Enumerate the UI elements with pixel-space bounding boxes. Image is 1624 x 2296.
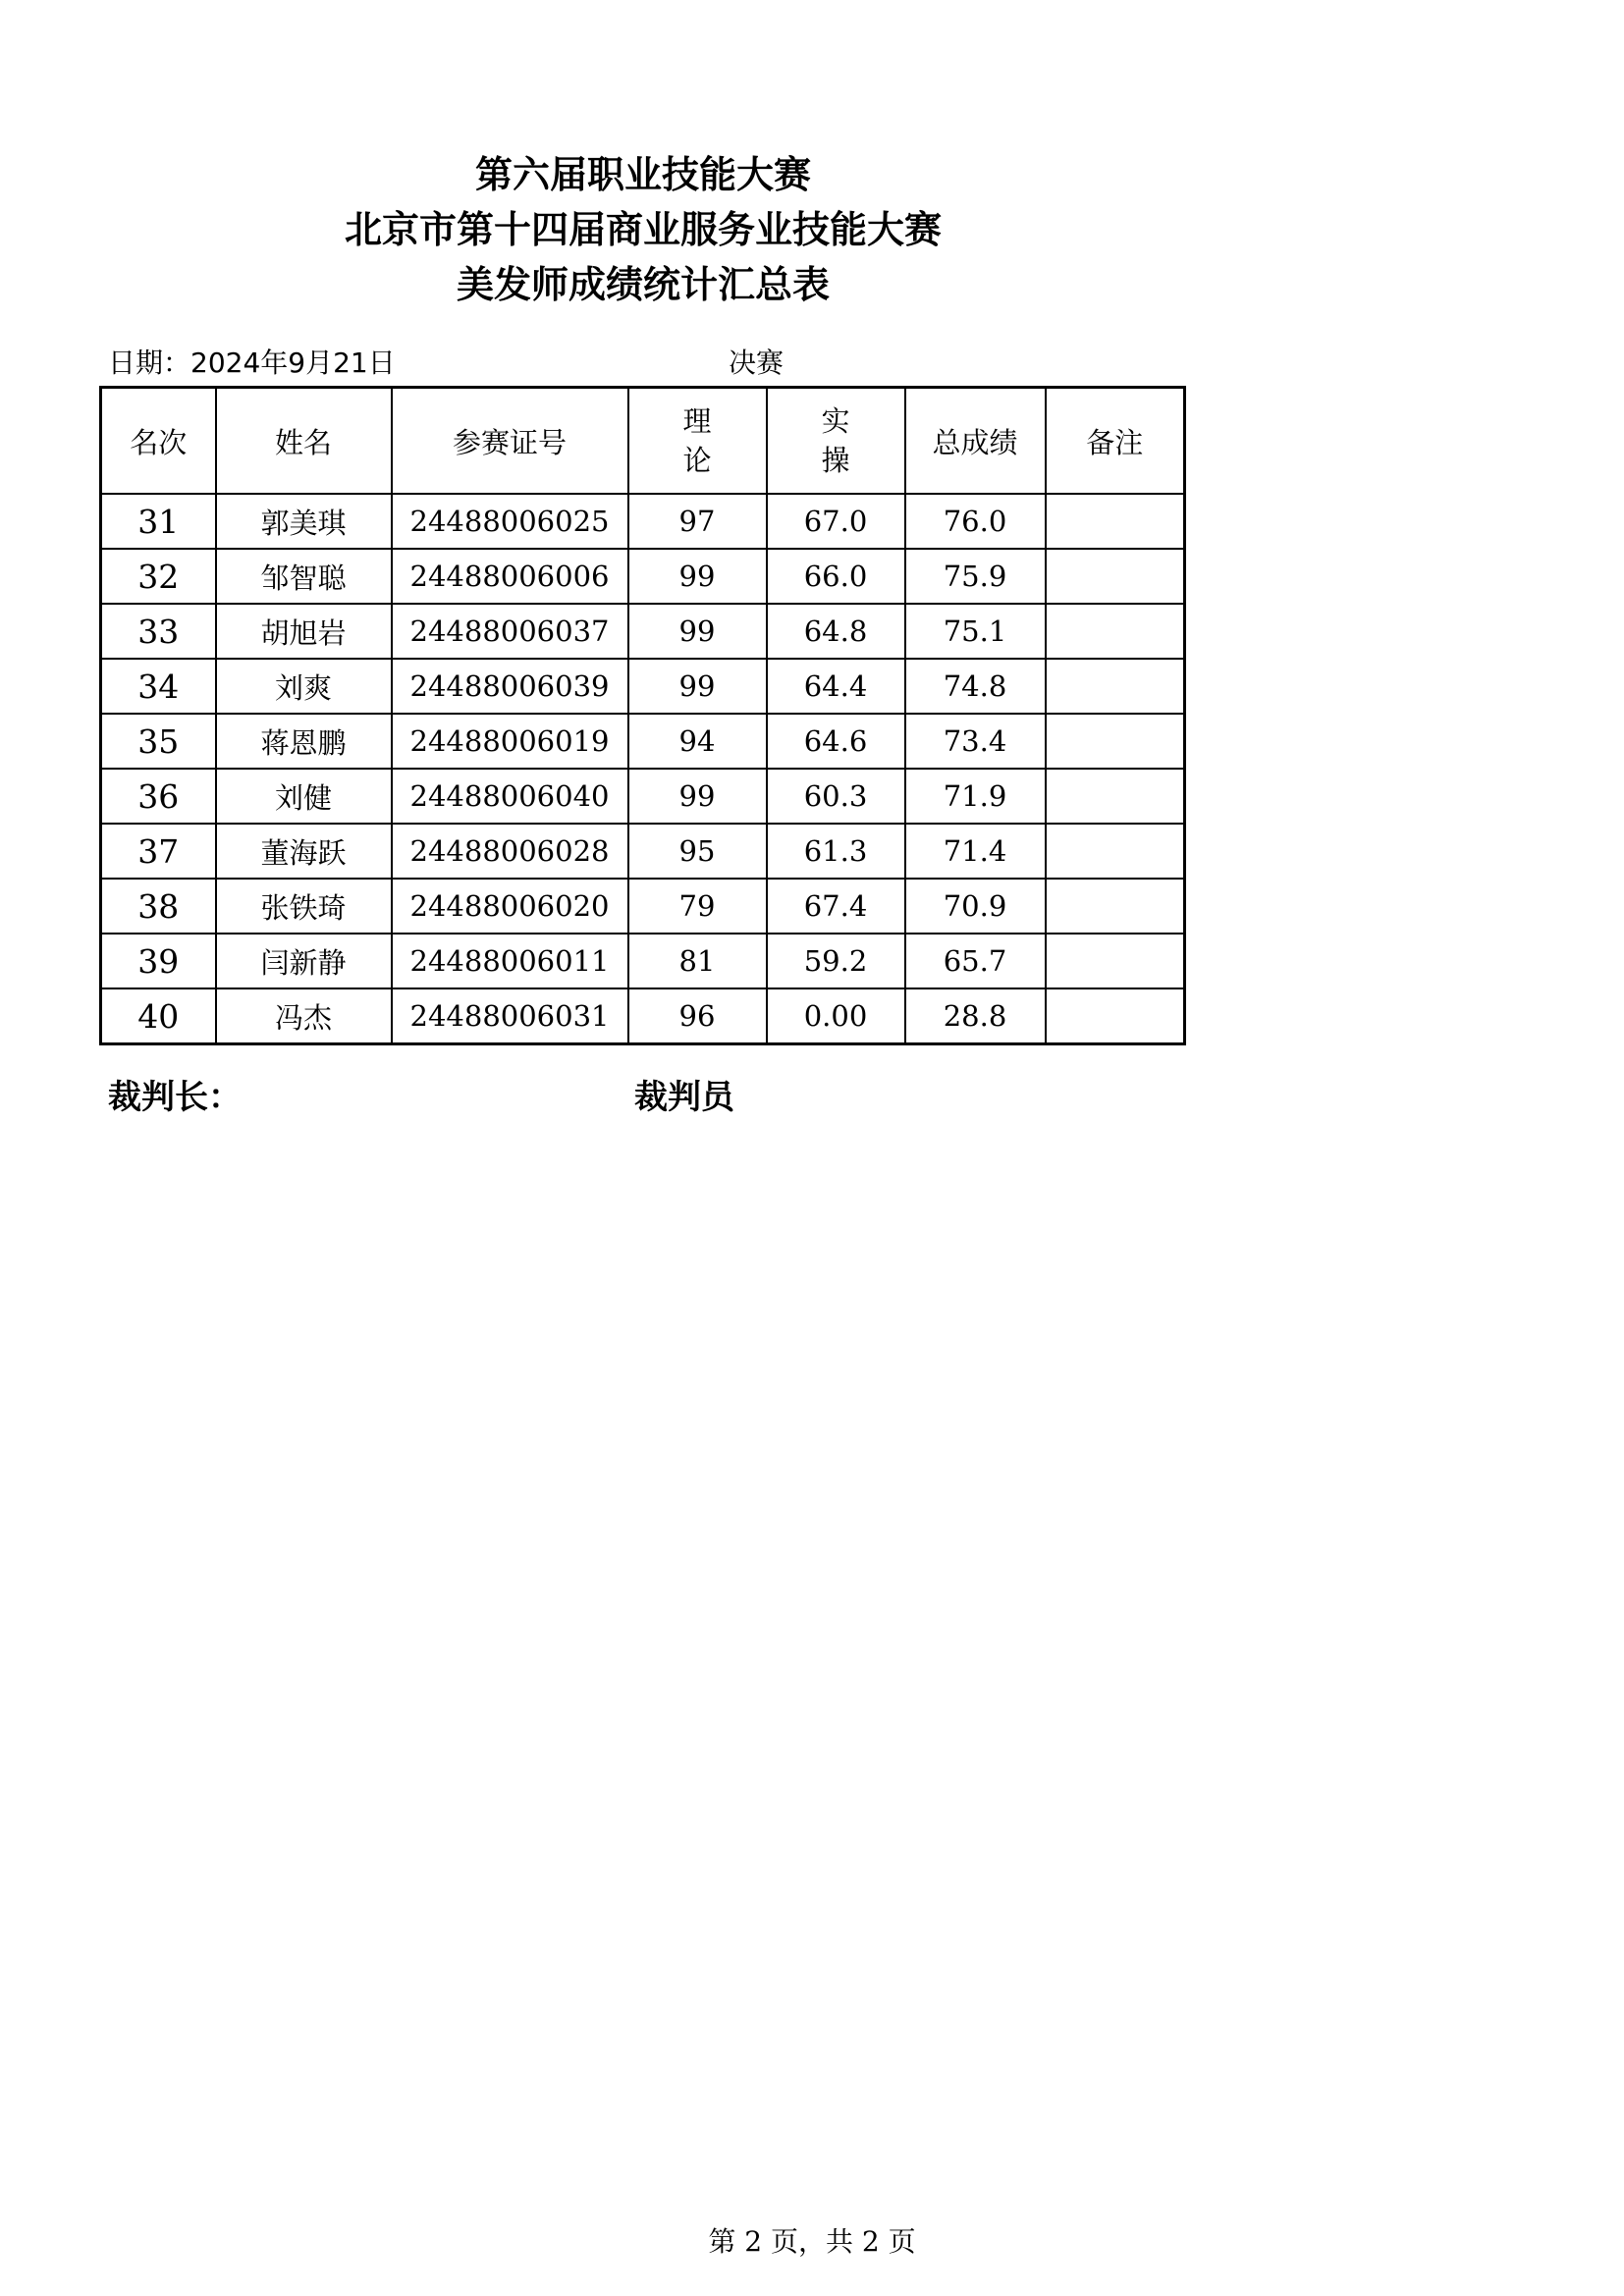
cell-note: [1046, 934, 1185, 988]
judge-label: 裁判员: [634, 1078, 734, 1117]
cell-theory: 97: [628, 494, 767, 549]
cell-rank: 40: [101, 988, 216, 1044]
col-header-theory-line1: 理: [682, 404, 712, 438]
cell-rank: 33: [101, 604, 216, 659]
cell-total: 75.1: [905, 604, 1046, 659]
cell-note: [1046, 659, 1185, 714]
title-line-2: 北京市第十四届商业服务业技能大赛: [344, 208, 942, 251]
score-table: [99, 386, 1186, 1045]
cell-rank: 36: [101, 769, 216, 824]
cell-practice: 67.4: [767, 879, 905, 934]
cell-total: 74.8: [905, 659, 1046, 714]
cell-practice: 66.0: [767, 549, 905, 604]
cell-total: 71.9: [905, 769, 1046, 824]
cell-practice: 61.3: [767, 824, 905, 879]
table-row: [101, 769, 1185, 824]
page-number: 第 2 页，共 2 页: [708, 2225, 916, 2258]
cell-note: [1046, 879, 1185, 934]
cell-practice: 64.6: [767, 714, 905, 769]
table-row: [101, 659, 1185, 714]
cell-name: 董海跃: [216, 824, 392, 879]
meta-line: [108, 342, 1188, 381]
date-label: 日期：2024年9月21日: [108, 347, 396, 379]
cell-rank: 34: [101, 659, 216, 714]
col-header-practice-line2: 操: [821, 444, 850, 477]
col-header-total: 总成绩: [905, 388, 1046, 495]
col-header-theory: [628, 388, 767, 495]
cell-practice: 64.4: [767, 659, 905, 714]
cell-practice: 0.00: [767, 988, 905, 1044]
cell-note: [1046, 824, 1185, 879]
cell-rank: 35: [101, 714, 216, 769]
cell-practice: 67.0: [767, 494, 905, 549]
cell-id: 24488006028: [392, 824, 628, 879]
cell-theory: 96: [628, 988, 767, 1044]
cell-id: 24488006025: [392, 494, 628, 549]
cell-theory: 95: [628, 824, 767, 879]
cell-note: [1046, 494, 1185, 549]
cell-theory: 81: [628, 934, 767, 988]
cell-practice: 64.8: [767, 604, 905, 659]
cell-name: 胡旭岩: [216, 604, 392, 659]
cell-name: 张铁琦: [216, 879, 392, 934]
col-header-practice: [767, 388, 905, 495]
cell-total: 71.4: [905, 824, 1046, 879]
cell-practice: 59.2: [767, 934, 905, 988]
signature-line: [108, 1070, 1188, 1119]
cell-rank: 39: [101, 934, 216, 988]
cell-id: 24488006006: [392, 549, 628, 604]
cell-rank: 38: [101, 879, 216, 934]
cell-id: 24488006039: [392, 659, 628, 714]
cell-id: 24488006037: [392, 604, 628, 659]
cell-id: 24488006011: [392, 934, 628, 988]
cell-note: [1046, 604, 1185, 659]
cell-name: 闫新静: [216, 934, 392, 988]
cell-id: 24488006020: [392, 879, 628, 934]
cell-rank: 32: [101, 549, 216, 604]
cell-id: 24488006031: [392, 988, 628, 1044]
cell-note: [1046, 714, 1185, 769]
col-header-id: 参赛证号: [392, 388, 628, 495]
cell-rank: 37: [101, 824, 216, 879]
cell-note: [1046, 988, 1185, 1044]
cell-total: 76.0: [905, 494, 1046, 549]
cell-name: 蒋恩鹏: [216, 714, 392, 769]
col-header-note: 备注: [1046, 388, 1185, 495]
table-row: [101, 604, 1185, 659]
table-row: [101, 879, 1185, 934]
title-line-3: 美发师成绩统计汇总表: [456, 263, 830, 306]
cell-practice: 60.3: [767, 769, 905, 824]
cell-theory: 94: [628, 714, 767, 769]
cell-name: 冯杰: [216, 988, 392, 1044]
table-row: [101, 934, 1185, 988]
cell-theory: 99: [628, 769, 767, 824]
cell-theory: 99: [628, 659, 767, 714]
col-header-rank: 名次: [101, 388, 216, 495]
title-line-1: 第六届职业技能大赛: [474, 153, 811, 196]
cell-total: 28.8: [905, 988, 1046, 1044]
cell-theory: 99: [628, 604, 767, 659]
cell-name: 刘健: [216, 769, 392, 824]
cell-id: 24488006040: [392, 769, 628, 824]
table-row: [101, 988, 1185, 1044]
col-header-theory-line2: 论: [682, 444, 712, 477]
round-label: 决赛: [729, 347, 785, 379]
cell-name: 邹智聪: [216, 549, 392, 604]
cell-theory: 99: [628, 549, 767, 604]
table-row: [101, 824, 1185, 879]
chief-judge-label: 裁判长：: [108, 1078, 242, 1117]
cell-total: 75.9: [905, 549, 1046, 604]
col-header-practice-line1: 实: [821, 404, 850, 438]
col-header-name: 姓名: [216, 388, 392, 495]
cell-id: 24488006019: [392, 714, 628, 769]
table-row: [101, 714, 1185, 769]
table-row: [101, 494, 1185, 549]
cell-total: 70.9: [905, 879, 1046, 934]
table-header-row: [101, 388, 1185, 495]
cell-name: 刘爽: [216, 659, 392, 714]
table-row: [101, 549, 1185, 604]
cell-total: 65.7: [905, 934, 1046, 988]
cell-total: 73.4: [905, 714, 1046, 769]
document-title: [0, 147, 1286, 312]
cell-theory: 79: [628, 879, 767, 934]
cell-note: [1046, 549, 1185, 604]
cell-name: 郭美琪: [216, 494, 392, 549]
cell-note: [1046, 769, 1185, 824]
cell-rank: 31: [101, 494, 216, 549]
